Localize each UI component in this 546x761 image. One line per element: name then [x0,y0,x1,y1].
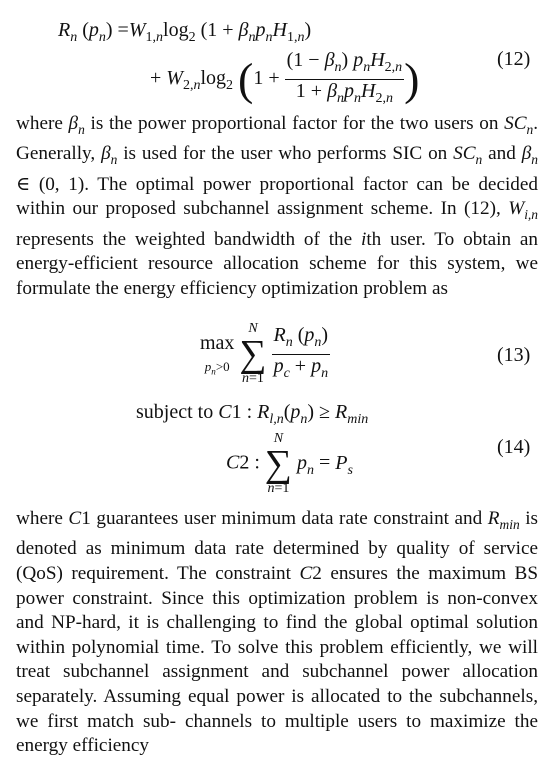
equation-12-number: (12) [497,48,531,70]
equation-14-number: (14) [497,436,531,458]
paragraph-1: where $\beta_n$ is the power proportional factor for the two users on $SC_n$. Generally, $\beta_n$ is used for the user who performs SIC on $SC_n$ and $\beta_n$ ∈ (0, 1). The optimal power proportional factor can be decided within our proposed subchannel assignment scheme. In (12), $W_{i,n}$ represents the weighted bandwidth of the ith user. To obtain an energy-efficient resource allocation scheme for this system, we formulate the energy efficiency optimization problem as [16,113,539,300]
equation-12-line2: + $W_{2,n}\log_2$ (1 + $\frac{(1 - \beta_n) p_nH_{2,n}}{1 + \beta_np_nH_{2,n}}$ ) [150,49,420,106]
equation-13-number: (13) [497,344,531,366]
equation-14-line1: subject to C1 : $R_{l,n}(p_n) \ge R_{min}$ [136,401,369,427]
paragraph-2: where C1 guarantees user minimum data rate constraint and $R_{min}$ is denoted as minimum data rate determined by quality of service (QoS) requirement. The constraint C2 ensures the maximum BS power constraint. Since this optimization problem is non-convex and NP-hard, it is challenging to find the global optimal solution within polynomial time. To solve this problem efficiently, we will treat subchannel assignment and subchannel power allocation separately. Assuming equal power is allocated to the subchannels, we first match sub- channels to multiple users to maximize the energy efficiency [16,508,538,757]
equation-13: max $p_n>0$ N ∑ n=1 $\frac{R_n (p_n)}{p_c + p_n}$ [200,321,329,386]
subject-to-label: subject to [136,401,214,423]
equation-14-line2: C2 : N ∑ n=1 $p_n = P_s$ [226,431,353,496]
equation-12-line1: $R_n$ $(p_n) =W_{1,n}\log_2$ $(1 + \beta_np_nH_{1,n})$ [58,19,312,45]
